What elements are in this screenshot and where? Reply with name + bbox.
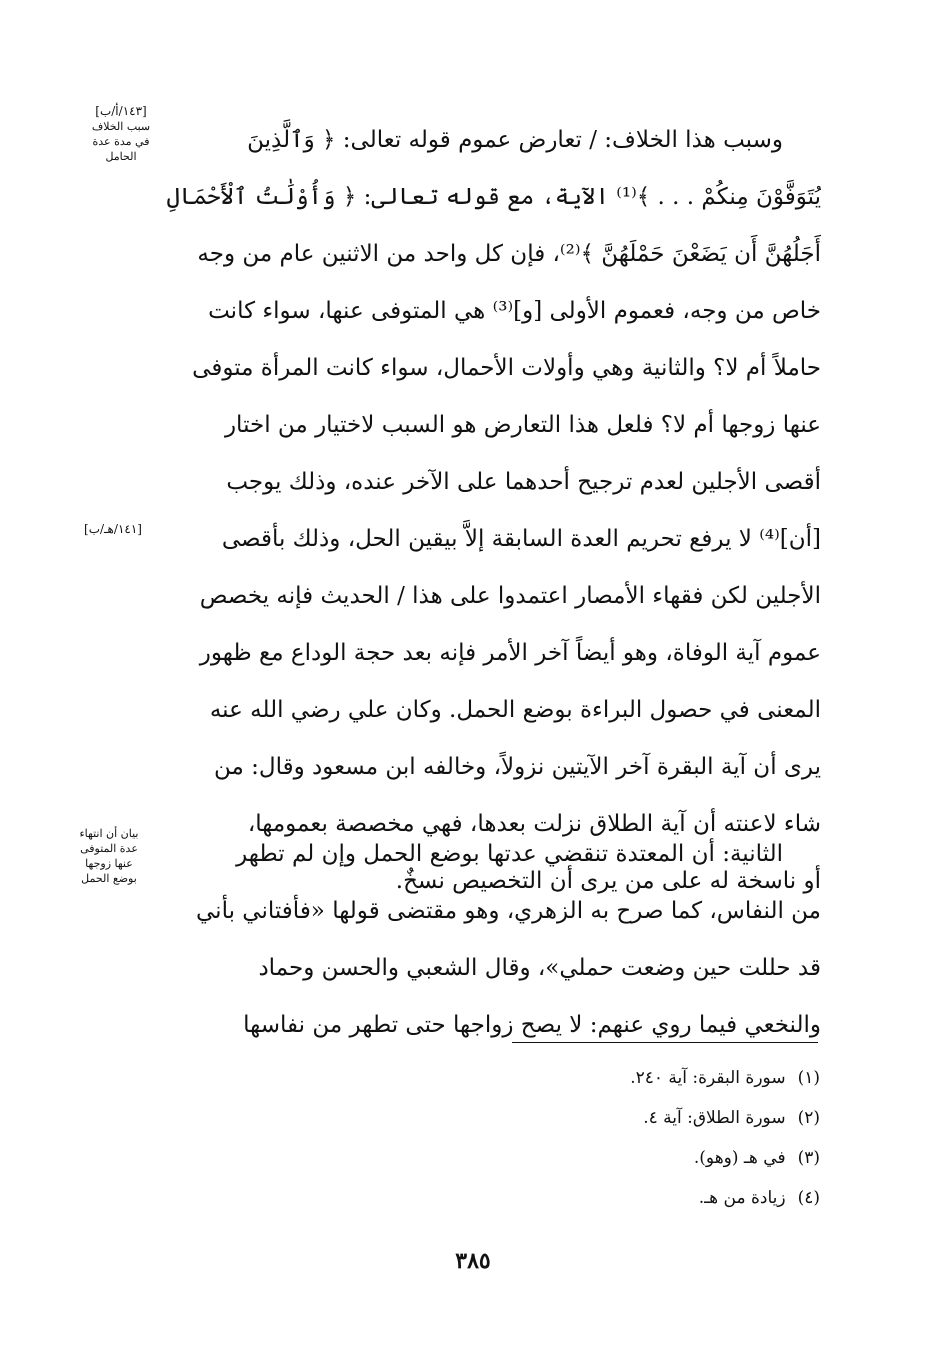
- text-line: عنها زوجها أم لا؟ فلعل هذا التعارض هو السبب لاختيار من اختار: [224, 412, 821, 438]
- text-line: والنخعي فيما روي عنهم: لا يصح زواجها حتى تطهر من نفاسها: [243, 1012, 821, 1038]
- footnote-text: زيادة من هـ.: [698, 1188, 786, 1208]
- text-line: من النفاس، كما صرح به الزهري، وهو مقتضى قولها «فأفتاني بأني: [196, 898, 821, 924]
- page-number: ٣٨٥: [455, 1248, 491, 1274]
- margin-ref-folio-2: [١٤١/هـ/ب]: [84, 522, 142, 536]
- text-line: [أن]⁽⁴⁾ لا يرفع تحريم العدة السابقة إلاَّ بيقين الحل، وذلك بأقصى: [221, 526, 821, 552]
- margin-reference-2: [72, 522, 154, 537]
- main-paragraph-2: [150, 826, 821, 1054]
- footnote-item: [630, 1138, 820, 1178]
- text-line: أو ناسخة له على من يرى أن التخصيص نسخٌ.: [395, 868, 821, 894]
- margin-note-line: في مدة عدة: [92, 135, 150, 148]
- footnote-text: سورة الطلاق: آية ٤.: [643, 1108, 786, 1128]
- margin-ref-folio-1: [١٤٣/أ/ب]: [95, 104, 147, 118]
- footnote-number: (٤): [797, 1188, 820, 1208]
- text-line: أَجَلُهُنَّ أَن يَضَعْنَ حَمْلَهُنَّ ﴾⁽²⁾، فإن كل واحد من الاثنين عام من وجه: [197, 241, 821, 267]
- footnote-item: [630, 1098, 820, 1138]
- text-line: يرى أن آية البقرة آخر الآيتين نزولاً، وخالفه ابن مسعود وقال: من: [213, 754, 821, 780]
- text-line: قد حللت حين وضعت حملي»، وقال الشعبي والحسن وحماد: [258, 955, 821, 981]
- footnote-number: (٣): [797, 1148, 820, 1168]
- footnote-separator: [512, 1042, 818, 1043]
- text-line: أقصى الأجلين لعدم ترجيح أحدهما على الآخر عنده، وذلك يوجب: [226, 469, 821, 495]
- text-line: شاء لاعنته أن آية الطلاق نزلت بعدها، فهي مخصصة بعمومها،: [247, 811, 821, 837]
- text-line: عموم آية الوفاة، وهو أيضاً آخر الأمر فإنه بعد حجة الوداع مع ظهور: [199, 640, 821, 666]
- text-line: الأجلين لكن فقهاء الأمصار اعتمدوا على هذا / الحديث فإنه يخصص: [199, 583, 821, 609]
- text-line: المعنى في حصول البراءة بوضع الحمل. وكان علي رضي الله عنه: [209, 697, 821, 723]
- footnote-number: (١): [797, 1068, 820, 1088]
- text-line: حاملاً أم لا؟ والثانية وهي وأولات الأحمال، سواء كانت المرأة متوفى: [192, 355, 821, 381]
- text-line: الثانية: أن المعتدة تنقضي عدتها بوضع الحمل وإن لم تطهر: [236, 841, 783, 867]
- footnote-text: في هـ (وهو).: [693, 1148, 786, 1168]
- text-line: خاص من وجه، فعموم الأولى [و]⁽³⁾ هي المتوفى عنها، سواء كانت: [208, 298, 821, 324]
- margin-note-line: الحامل: [105, 150, 137, 163]
- main-paragraph-1: [150, 112, 821, 910]
- footnote-item: [630, 1058, 820, 1098]
- margin-note-line: عنها زوجها: [85, 857, 133, 870]
- footnotes: [630, 1058, 820, 1218]
- margin-note-3: [66, 826, 152, 886]
- text-line: يُتَوَفَّوْنَ مِنكُمْ . . . ﴾⁽¹⁾ الآية، مع قوله تعالى: ﴿ وَأُوْلَٰتُ ٱلْأَحْمَالِ: [166, 184, 821, 210]
- margin-note-line: بوضع الحمل: [81, 872, 137, 885]
- footnote-item: [630, 1178, 820, 1218]
- text-line: وسبب هذا الخلاف: / تعارض عموم قوله تعالى: ﴿ وَٱلَّذِينَ: [247, 127, 783, 153]
- margin-note-line: سبب الخلاف: [91, 120, 151, 133]
- margin-reference-1: [82, 104, 160, 164]
- footnote-number: (٢): [797, 1108, 820, 1128]
- footnote-text: سورة البقرة: آية ٢٤٠.: [630, 1068, 786, 1088]
- margin-note-line: عدة المتوفى: [80, 842, 138, 855]
- margin-note-line: بيان أن انتهاء: [79, 827, 139, 840]
